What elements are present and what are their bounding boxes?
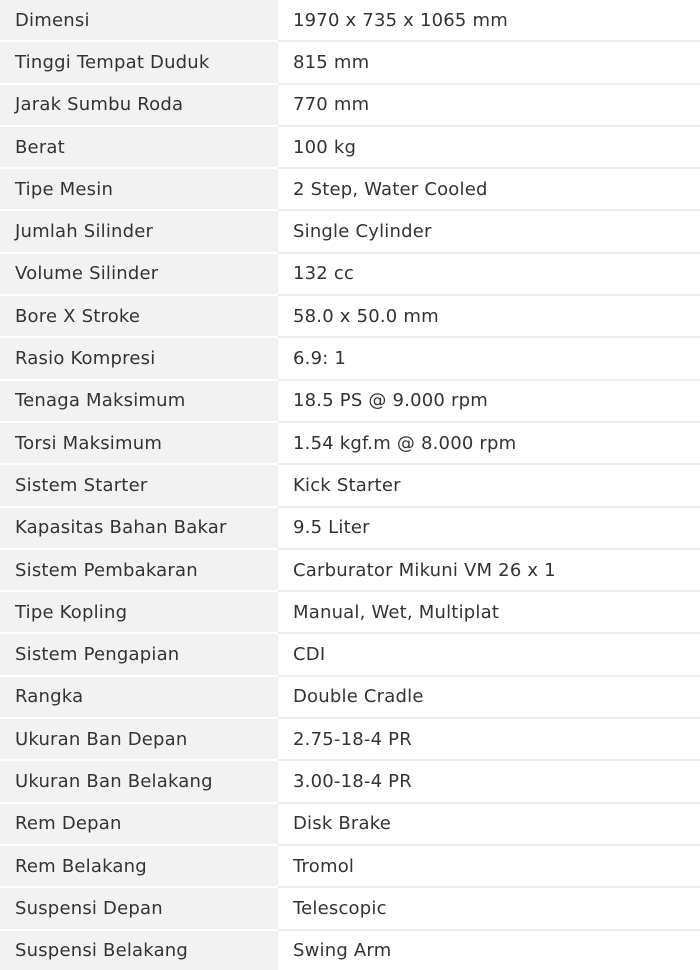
spec-label: Ukuran Ban Depan xyxy=(0,718,278,760)
spec-value: 2 Step, Water Cooled xyxy=(278,168,700,210)
spec-value: Disk Brake xyxy=(278,803,700,845)
spec-value: Carburator Mikuni VM 26 x 1 xyxy=(278,549,700,591)
spec-value: Kick Starter xyxy=(278,464,700,506)
spec-value: Telescopic xyxy=(278,887,700,929)
spec-label: Kapasitas Bahan Bakar xyxy=(0,507,278,549)
table-row xyxy=(0,845,700,887)
spec-value: 1970 x 735 x 1065 mm xyxy=(278,0,700,41)
spec-value: Tromol xyxy=(278,845,700,887)
spec-label: Rem Belakang xyxy=(0,845,278,887)
table-row xyxy=(0,676,700,718)
table-row xyxy=(0,295,700,337)
table-row xyxy=(0,422,700,464)
spec-value: Swing Arm xyxy=(278,930,700,970)
spec-label: Tinggi Tempat Duduk xyxy=(0,41,278,83)
spec-value: 770 mm xyxy=(278,84,700,126)
table-row xyxy=(0,210,700,252)
spec-label: Rem Depan xyxy=(0,803,278,845)
spec-label: Suspensi Belakang xyxy=(0,930,278,970)
table-row xyxy=(0,718,700,760)
spec-value: 815 mm xyxy=(278,41,700,83)
table-row xyxy=(0,591,700,633)
spec-value: 1.54 kgf.m @ 8.000 rpm xyxy=(278,422,700,464)
spec-label: Rasio Kompresi xyxy=(0,337,278,379)
table-row xyxy=(0,84,700,126)
spec-label: Jarak Sumbu Roda xyxy=(0,84,278,126)
table-row xyxy=(0,549,700,591)
spec-label: Sistem Pengapian xyxy=(0,633,278,675)
spec-label: Tipe Kopling xyxy=(0,591,278,633)
spec-label: Tipe Mesin xyxy=(0,168,278,210)
table-row xyxy=(0,760,700,802)
spec-label: Jumlah Silinder xyxy=(0,210,278,252)
spec-label: Tenaga Maksimum xyxy=(0,380,278,422)
table-row xyxy=(0,168,700,210)
spec-label: Sistem Pembakaran xyxy=(0,549,278,591)
table-row xyxy=(0,380,700,422)
table-row xyxy=(0,253,700,295)
spec-value: 9.5 Liter xyxy=(278,507,700,549)
table-row xyxy=(0,41,700,83)
spec-value: Double Cradle xyxy=(278,676,700,718)
table-row xyxy=(0,887,700,929)
spec-value: 18.5 PS @ 9.000 rpm xyxy=(278,380,700,422)
spec-value: 6.9: 1 xyxy=(278,337,700,379)
table-row xyxy=(0,126,700,168)
spec-value: Manual, Wet, Multiplat xyxy=(278,591,700,633)
spec-label: Berat xyxy=(0,126,278,168)
spec-value: 3.00-18-4 PR xyxy=(278,760,700,802)
spec-label: Ukuran Ban Belakang xyxy=(0,760,278,802)
spec-label: Dimensi xyxy=(0,0,278,41)
spec-label: Volume Silinder xyxy=(0,253,278,295)
spec-value: 58.0 x 50.0 mm xyxy=(278,295,700,337)
table-row xyxy=(0,464,700,506)
table-row xyxy=(0,0,700,41)
table-row xyxy=(0,337,700,379)
spec-value: 2.75-18-4 PR xyxy=(278,718,700,760)
table-row xyxy=(0,633,700,675)
spec-value: 132 cc xyxy=(278,253,700,295)
spec-label: Bore X Stroke xyxy=(0,295,278,337)
spec-value: Single Cylinder xyxy=(278,210,700,252)
spec-label: Rangka xyxy=(0,676,278,718)
spec-value: 100 kg xyxy=(278,126,700,168)
table-row xyxy=(0,930,700,970)
table-row xyxy=(0,803,700,845)
spec-label: Sistem Starter xyxy=(0,464,278,506)
table-row xyxy=(0,507,700,549)
spec-label: Torsi Maksimum xyxy=(0,422,278,464)
spec-label: Suspensi Depan xyxy=(0,887,278,929)
spec-value: CDI xyxy=(278,633,700,675)
